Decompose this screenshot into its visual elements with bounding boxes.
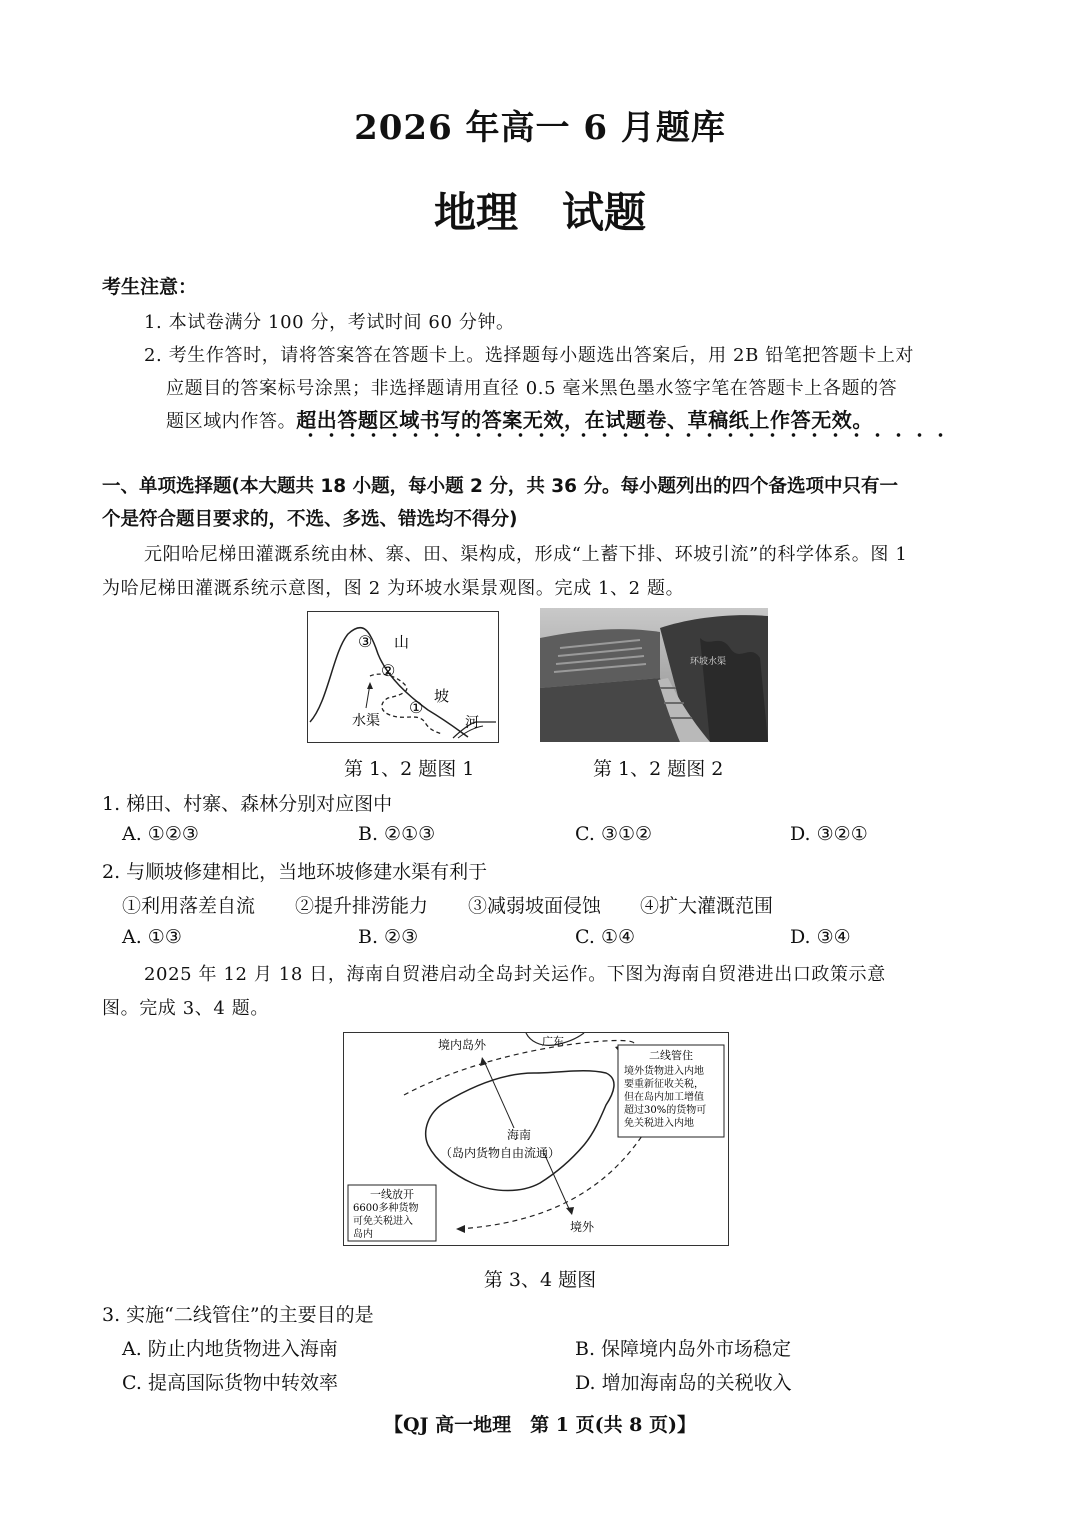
question-3-stem: 3. 实施“二线管住”的主要目的是 [102,1304,374,1326]
figure-3-svg [344,1033,728,1245]
question-3-option-a: A. 防止内地货物进入海南 [122,1338,338,1360]
subject-title-right: 试题 [562,188,647,237]
notice-item-2-line-3 [166,404,873,433]
question-1-option-a: A. ①②③ [122,823,199,845]
canal-dashed-path [370,674,442,734]
figure-2-canal-photo [540,608,768,742]
question-2-option-c: C. ①④ [575,926,636,948]
box-right-line-1: 二线管住 [649,1049,693,1062]
canal-arrowhead [367,682,373,689]
exam-title: 2026 年高一 6 月题库 [354,108,726,148]
photo-label-canal: 环坡水渠 [690,657,727,667]
figure-2-photo-svg [540,608,768,742]
question-1-option-d: D. ③②① [790,823,868,845]
diagram-label-3: ③ [358,632,373,651]
map-label-abroad: 境外 [570,1220,595,1234]
question-3-option-b: B. 保障境内岛外市场稳定 [575,1338,792,1360]
intro-2-line-1: 2025 年 12 月 18 日，海南自贸港启动全岛封关运作。下图为海南自贸港进出口政策示意 [144,964,886,985]
page-footer: 【QJ 高一地理 第 1 页(共 8 页)】 [383,1414,697,1436]
figure-3-caption: 第 3、4 题图 [483,1269,597,1291]
question-3-option-c: C. 提高国际货物中转效率 [122,1372,338,1394]
subject-title [0,180,1080,240]
emphasis-dots [300,432,950,438]
question-1-option-c: C. ③①② [575,823,653,845]
figure-1-irrigation-diagram [307,611,499,743]
box-right-line-5: 超过30%的货物可 [624,1105,707,1116]
figure-1-caption: 第 1、2 题图 1 [344,758,475,780]
diagram-label-2: ② [381,661,396,680]
question-2-stem: 2. 与顺坡修建相比，当地环坡修建水渠有利于 [102,861,488,883]
notice-item-1: 1. 本试卷满分 100 分，考试时间 60 分钟。 [144,312,515,333]
map-label-guangdong: 广东 [542,1035,564,1048]
figure-2-caption: 第 1、2 题图 2 [593,758,724,780]
section-1-heading-line-1: 一、单项选择题(本大题共 18 小题，每小题 2 分，共 36 分。每小题列出的四个备选项中只有一 [102,476,898,497]
diagram-label-1: ① [409,698,424,717]
question-2-option-d: D. ③④ [790,926,851,948]
diagram-label-shan: 山 [394,633,410,651]
box-left-line-1: 一线放开 [370,1188,414,1201]
question-2-statement-2: ②提升排涝能力 [295,895,429,917]
question-1-stem: 1. 梯田、村寨、森林分别对应图中 [102,793,393,815]
notice-plain-text: 题区域内作答。 [166,411,297,432]
question-2-option-a: A. ①③ [122,926,182,948]
question-2-option-b: B. ②③ [358,926,419,948]
arrow-to-inland [484,1061,514,1128]
box-right-line-4: 但在岛内加工增值 [624,1092,704,1103]
section-1-heading-line-2: 个是符合题目要求的，不选、多选、错选均不得分) [102,509,518,530]
notice-heading: 考生注意： [102,276,198,298]
diagram-label-canal: 水渠 [352,713,380,729]
notice-emphasis-text: 超出答题区域书写的答案无效，在试题卷、草稿纸上作答无效。 [296,408,874,432]
intro-1-line-1: 元阳哈尼梯田灌溉系统由林、寨、田、渠构成，形成“上蓄下排、环坡引流”的科学体系。图 1 [144,544,908,565]
dashed-south-arrowhead [456,1225,465,1233]
box-right-line-3: 要重新征收关税， [624,1079,704,1090]
figure-3-hainan-map [343,1032,729,1246]
arrow-to-abroad-head [566,1207,574,1215]
intro-2-line-2: 图。完成 3、4 题。 [102,998,269,1019]
question-2-statement-3: ③减弱坡面侵蚀 [468,895,602,917]
diagram-label-he: 河 [465,715,479,731]
arrow-to-abroad [544,1153,570,1211]
diagram-label-po: 坡 [434,687,450,705]
notice-item-2-line-1: 2. 考生作答时，请将答案答在答题卡上。选择题每小题选出答案后，用 2B 铅笔把答题卡上对 [144,345,915,366]
map-label-inland-outside: 境内岛外 [438,1038,487,1052]
question-2-statement-1: ①利用落差自流 [122,895,256,917]
box-right-line-6: 免关税进入内地 [624,1118,694,1129]
mountain-slope-outline [310,628,468,737]
map-label-hainan: 海南 [507,1128,532,1142]
box-left-line-3: 可免关税进入 [353,1216,413,1227]
box-left-line-4: 岛内 [353,1229,373,1240]
map-label-hainan-sub: （岛内货物自由流通） [440,1146,561,1160]
intro-1-line-2: 为哈尼梯田灌溉系统示意图，图 2 为环坡水渠景观图。完成 1、2 题。 [102,578,685,599]
box-right-line-2: 境外货物进入内地 [624,1066,704,1077]
box-left-line-2: 6600多种货物 [353,1203,419,1214]
question-2-statement-4: ④扩大灌溉范围 [640,895,774,917]
subject-title-left: 地理 [433,188,518,237]
question-1-option-b: B. ②①③ [358,823,436,845]
notice-item-2-line-2: 应题目的答案标号涂黑；非选择题请用直径 0.5 毫米黑色墨水签字笔在答题卡上各题的答 [166,378,898,399]
figure-1-svg [308,612,498,742]
question-3-option-d: D. 增加海南岛的关税收入 [575,1372,792,1394]
